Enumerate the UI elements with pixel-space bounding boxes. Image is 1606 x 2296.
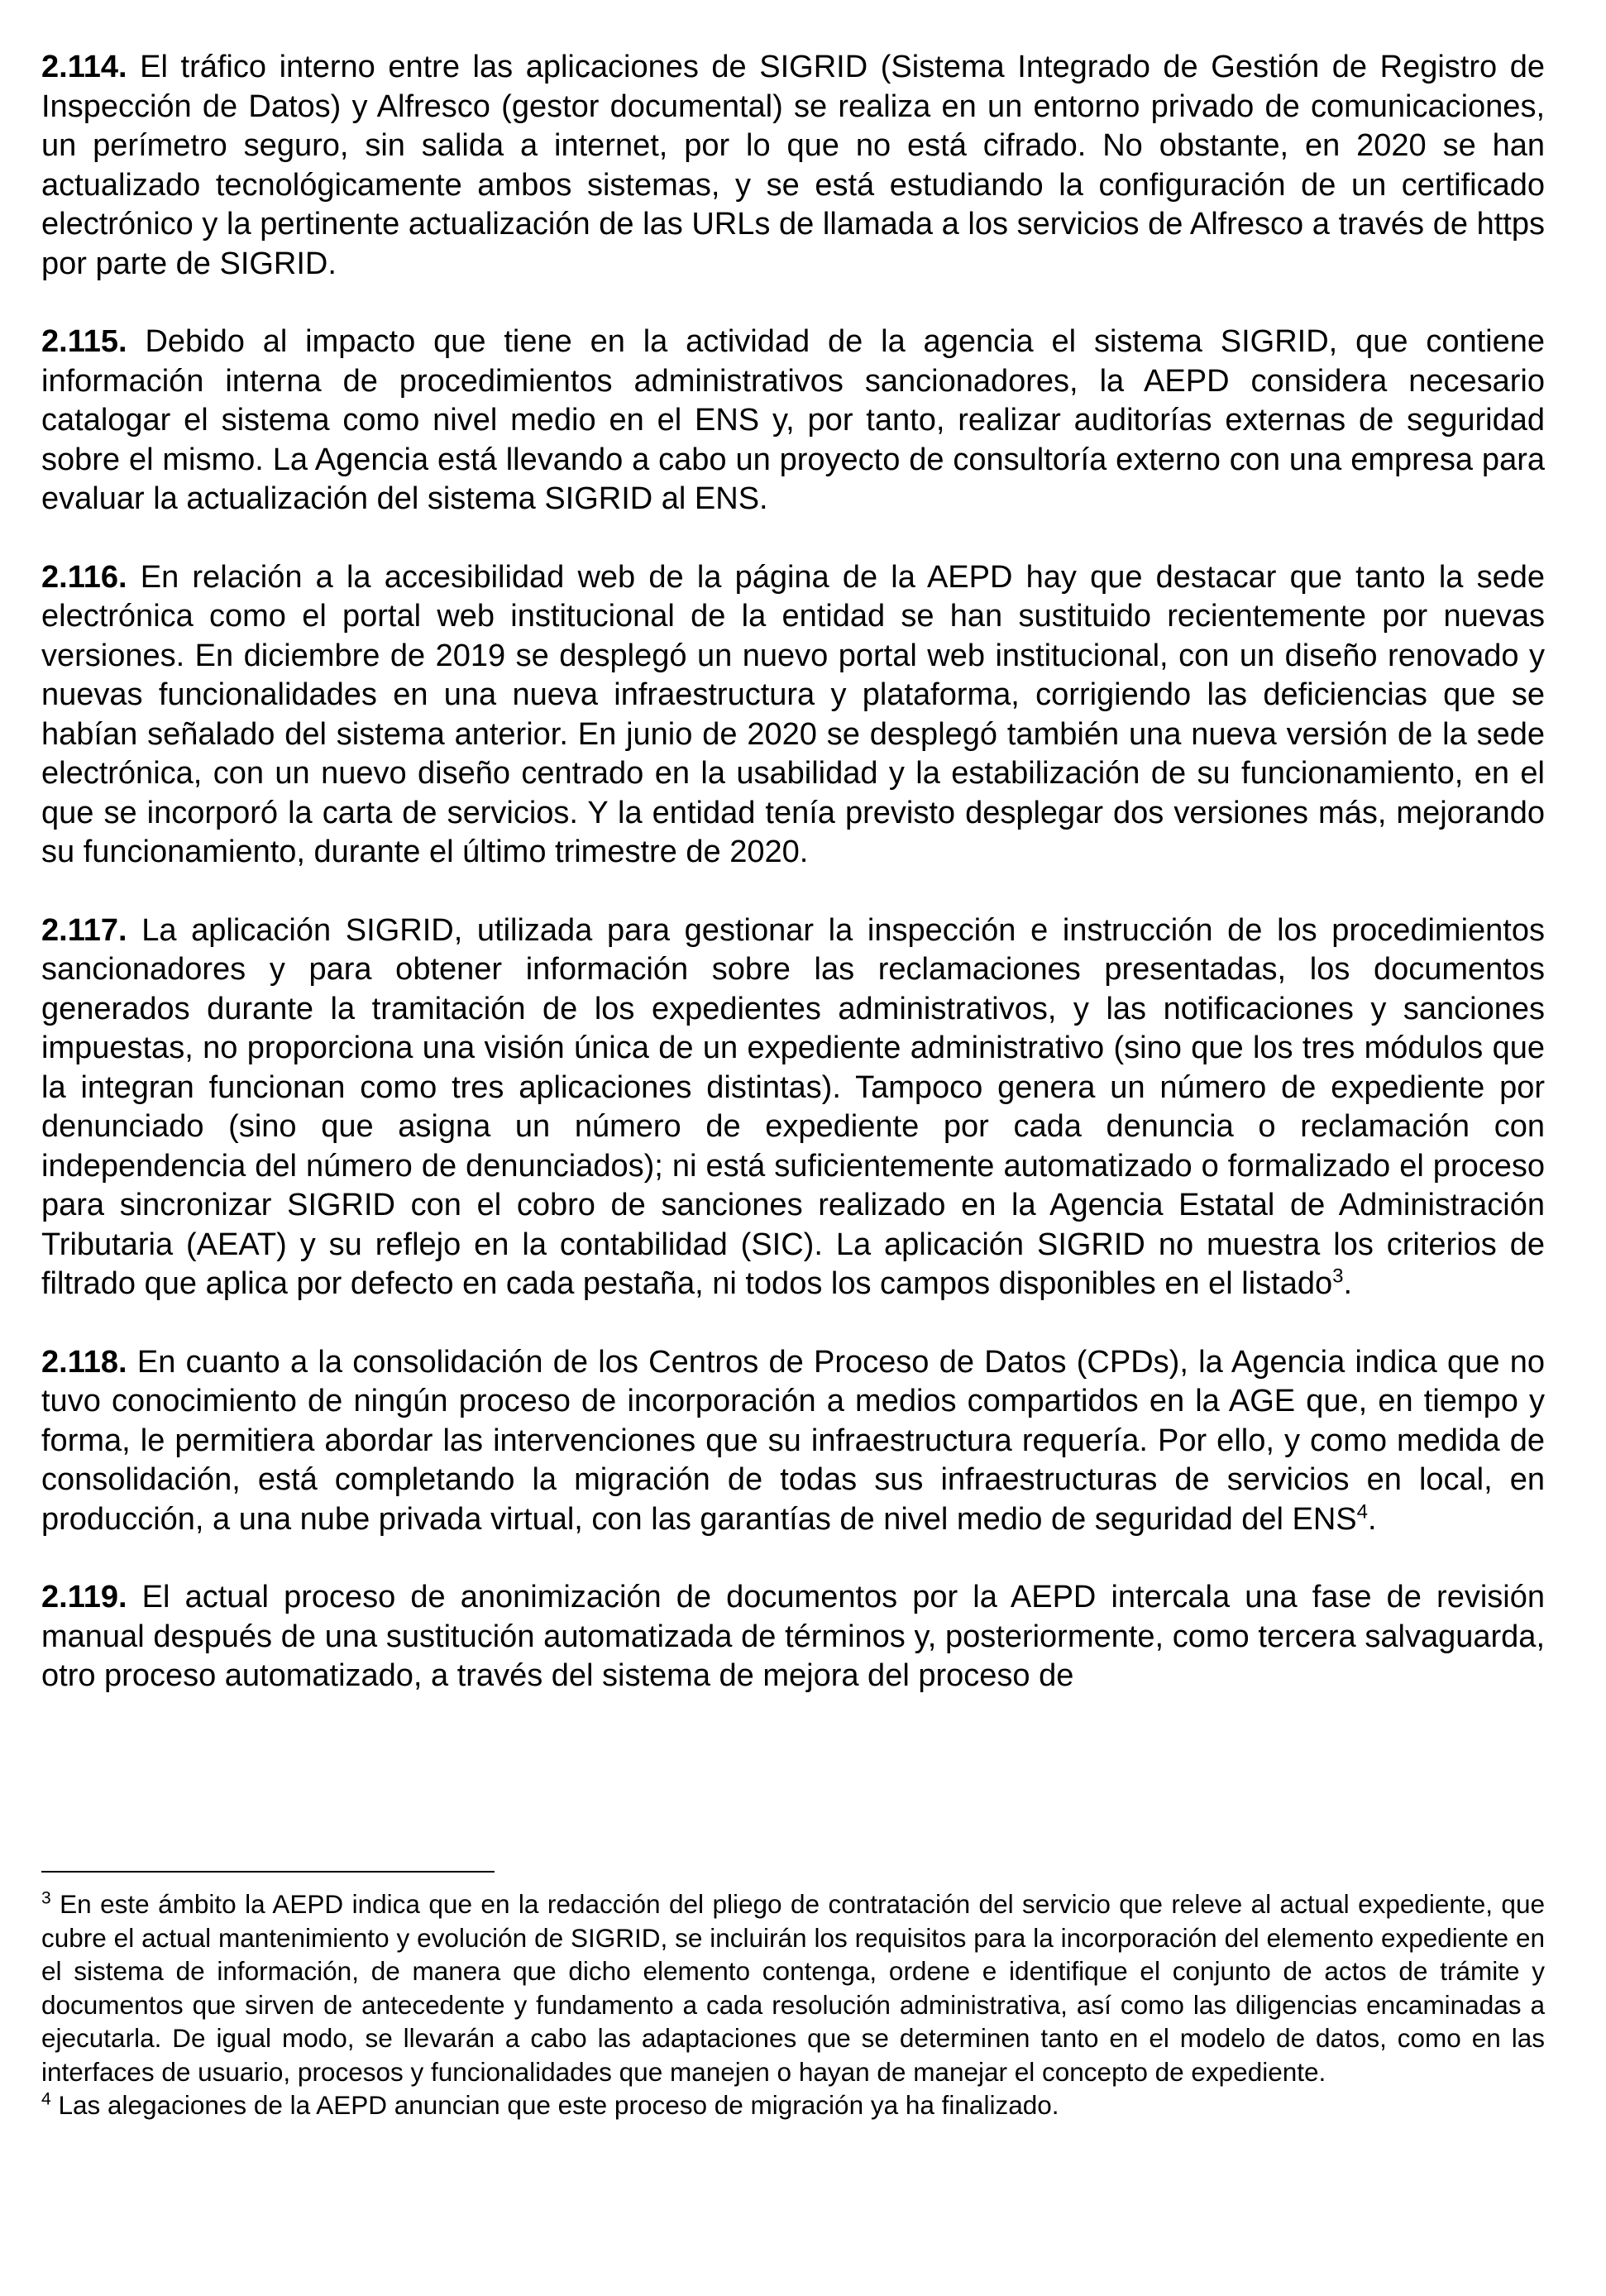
footnote-mark: 4 bbox=[41, 2089, 51, 2109]
footnotes bbox=[41, 1887, 1545, 2122]
paragraph-text: En relación a la accesibilidad web de la página de la AEPD hay que destacar que tanto la sede electrónica como el portal web institucional de la entidad se han sustituido recientemente por nuevas versiones. En diciembre de 2019 se desplegó un nuevo portal web institucional, con un diseño renovado y nuevas funcionalidades en una nueva infraestructura y plataforma, corrigiendo las deficiencias que se habían señalado del sistema anterior. En junio de 2020 se desplegó también una nueva versión de la sede electrónica, con un nuevo diseño centrado en la usabilidad y la estabilización de su funcionamiento, en el que se incorporó la carta de servicios. Y la entidad tenía previsto desplegar dos versiones más, mejorando su funcionamiento, durante el último trimestre de 2020. bbox=[41, 559, 1546, 869]
paragraph-number: 2.114. bbox=[41, 50, 127, 84]
paragraph-text: El actual proceso de anonimización de documentos por la AEPD intercala una fase de revisión manual después de una sustitución automatizada de términos y, posteriormente, como tercera salvaguarda, otro proceso automatizado, a través del sistema de mejora del proceso de bbox=[41, 1580, 1545, 1693]
footnote-separator bbox=[41, 1871, 495, 1873]
footnote-3 bbox=[41, 1887, 1545, 2088]
paragraph-text: El tráfico interno entre las aplicaciones de SIGRID (Sistema Integrado de Gestión de Registro de Inspección de Datos) y Alfresco (gestor documental) se realiza en un entorno privado de comunicaciones, un perímetro seguro, sin salida a internet, por lo que no está cifrado. No obstante, en 2020 se han actualizado tecnológicamente ambos sistemas, y se está estudiando la configuración de un certificado electrónico y la pertinente actualización de las URLs de llamada a los servicios de Alfresco a través de https por parte de SIGRID. bbox=[41, 50, 1545, 281]
paragraph-tail: . bbox=[1343, 1266, 1353, 1301]
paragraph-2-116 bbox=[41, 558, 1545, 873]
paragraph-tail: . bbox=[1368, 1501, 1377, 1537]
footnote-text: Las alegaciones de la AEPD anuncian que este proceso de migración ya ha finalizado. bbox=[58, 2090, 1059, 2120]
footnote-4 bbox=[41, 2088, 1545, 2122]
paragraph-number: 2.117. bbox=[41, 912, 127, 948]
paragraph-text: En cuanto a la consolidación de los Centros de Proceso de Datos (CPDs), la Agencia indica que no tuvo conocimiento de ningún proceso de incorporación a medios compartidos en la AGE que, en tiempo y forma, le permitiera abordar las intervenciones que su infraestructura requería. Por ello, y como medida de consolidación, está completando la migración de todas sus infraestructuras de servicios en local, en producción, a una nube privada virtual, con las garantías de nivel medio de seguridad del ENS bbox=[41, 1344, 1546, 1537]
paragraph-2-119 bbox=[41, 1578, 1545, 1696]
footnote-mark: 3 bbox=[41, 1888, 51, 1908]
paragraph-number: 2.118. bbox=[41, 1344, 127, 1380]
paragraph-2-117 bbox=[41, 911, 1545, 1304]
paragraph-2-114 bbox=[41, 48, 1545, 284]
paragraph-number: 2.116. bbox=[41, 559, 127, 595]
paragraph-number: 2.115. bbox=[41, 324, 127, 359]
paragraph-2-115 bbox=[41, 323, 1545, 519]
document-body bbox=[41, 48, 1545, 1735]
footnote-reference-3[interactable]: 3 bbox=[1332, 1265, 1344, 1288]
paragraph-number: 2.119. bbox=[41, 1580, 127, 1614]
footnote-reference-4[interactable]: 4 bbox=[1356, 1500, 1369, 1523]
paragraph-text: Debido al impacto que tiene en la actividad de la agencia el sistema SIGRID, que contiene información interna de procedimientos administrativos sancionadores, la AEPD considera necesario catalogar el sistema como nivel medio en el ENS y, por tanto, realizar auditorías externas de seguridad sobre el mismo. La Agencia está llevando a cabo un proyecto de consultoría externo con una empresa para evaluar la actualización del sistema SIGRID al ENS. bbox=[41, 324, 1546, 516]
footnote-text: En este ámbito la AEPD indica que en la redacción del pliego de contratación del servicio que releve al actual expediente, que cubre el actual mantenimiento y evolución de SIGRID, se incluirán los requisitos para la incorporación del elemento expediente en el sistema de información, de manera que dicho elemento contenga, ordene e identifique el conjunto de actos de trámite y documentos que sirven de antecedente y fundamento a cada resolución administrativa, así como las diligencias encaminadas a ejecutarla. De igual modo, se llevarán a cabo las adaptaciones que se determinen tanto en el modelo de datos, como en las interfaces de usuario, procesos y funcionalidades que manejen o hayan de manejar el concepto de expediente. bbox=[41, 1889, 1545, 2087]
paragraph-text: La aplicación SIGRID, utilizada para gestionar la inspección e instrucción de los procedimientos sancionadores y para obtener información sobre las reclamaciones presentadas, los documentos generados durante la tramitación de los expedientes administrativos, y las notificaciones y sanciones impuestas, no proporciona una visión única de un expediente administrativo (sino que los tres módulos que la integran funcionan como tres aplicaciones distintas). Tampoco genera un número de expediente por denunciado (sino que asigna un número de expediente por cada denuncia o reclamación con independencia del número de denunciados); ni está suficientemente automatizado o formalizado el proceso para sincronizar SIGRID con el cobro de sanciones realizado en la Agencia Estatal de Administración Tributaria (AEAT) y su reflejo en la contabilidad (SIC). La aplicación SIGRID no muestra los criterios de filtrado que aplica por defecto en cada pestaña, ni todos los campos disponibles en el listado bbox=[41, 912, 1545, 1301]
paragraph-2-118 bbox=[41, 1343, 1545, 1540]
